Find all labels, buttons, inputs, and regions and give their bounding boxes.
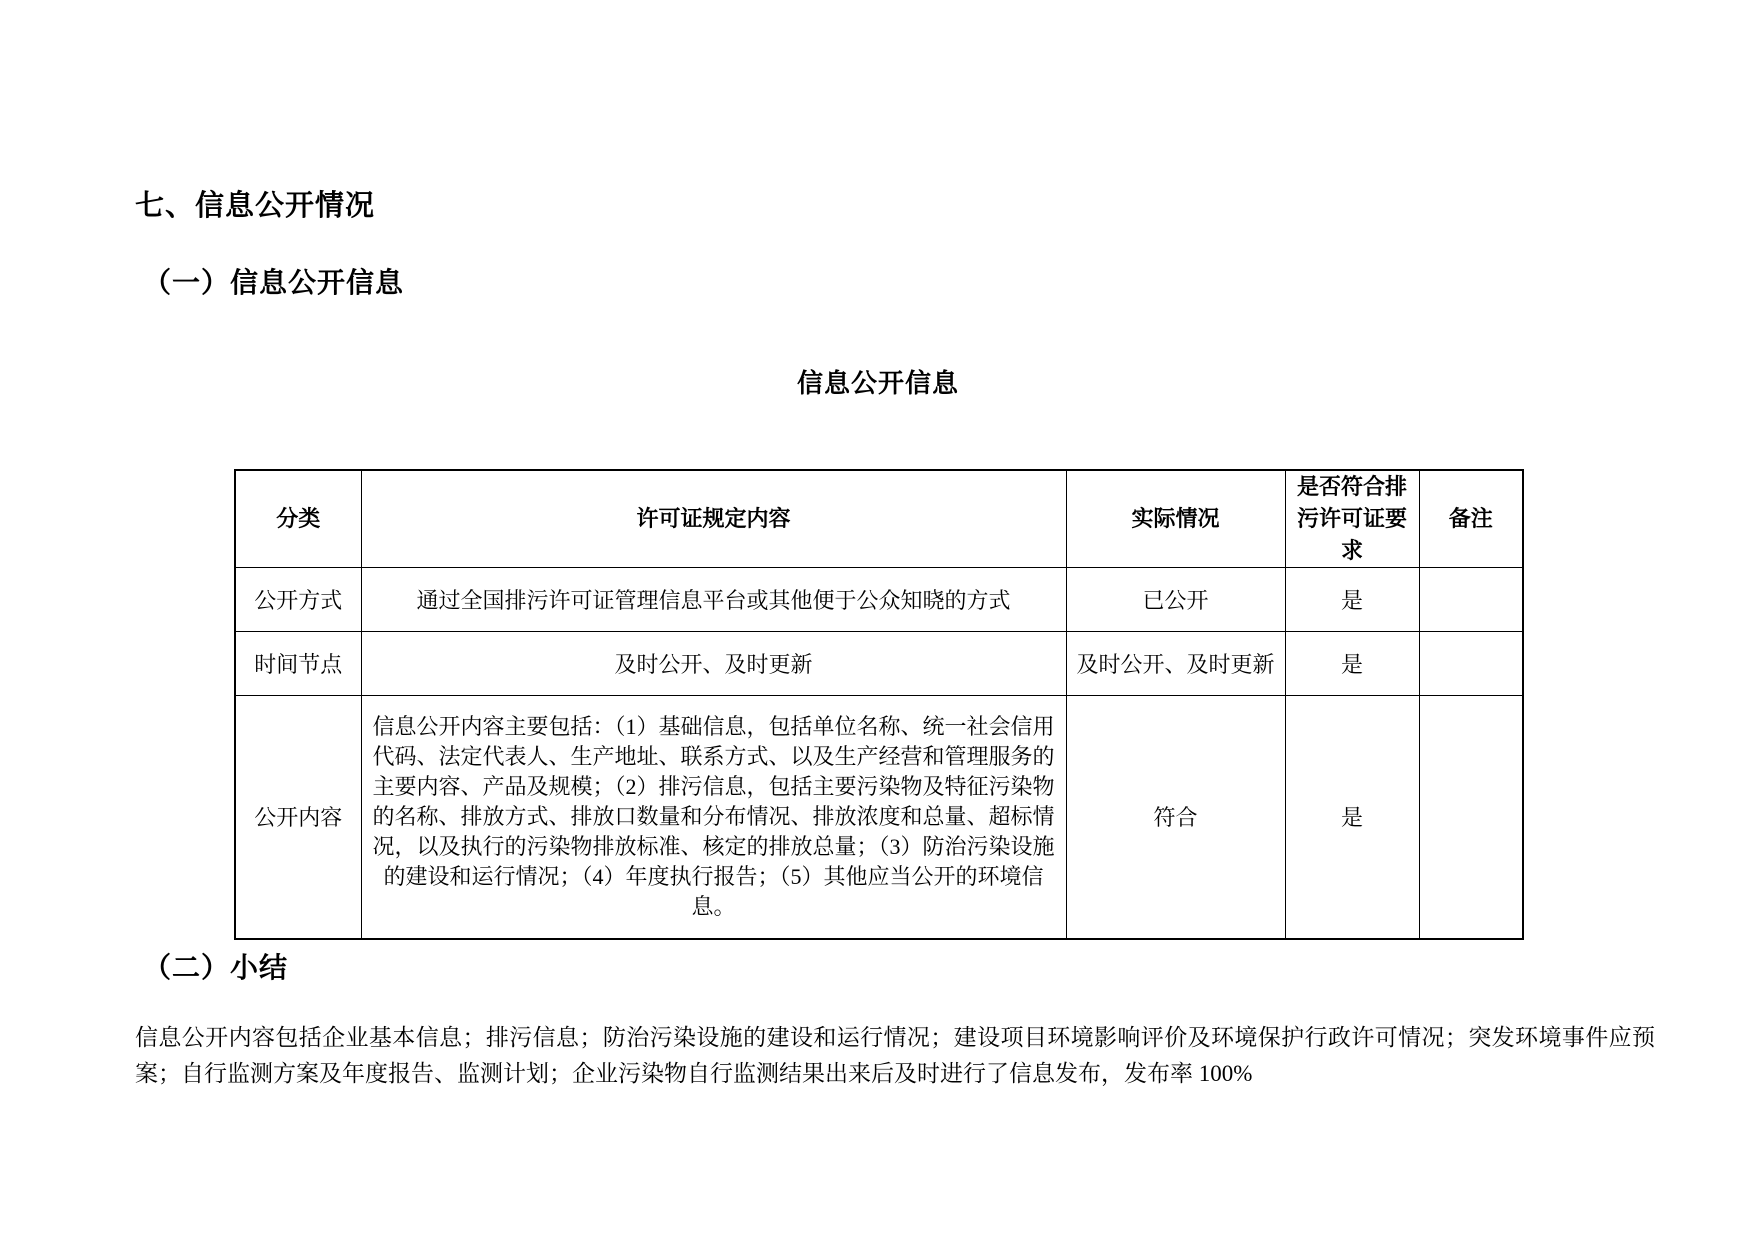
section-heading: 七、信息公开情况 (135, 190, 376, 222)
cell-remark (1419, 695, 1523, 939)
header-actual-situation: 实际情况 (1066, 470, 1285, 567)
subsection-heading-summary: （二）小结 (143, 952, 289, 983)
header-category: 分类 (235, 470, 361, 567)
cell-required: 及时公开、及时更新 (361, 631, 1066, 695)
cell-compliant: 是 (1285, 631, 1419, 695)
cell-actual: 符合 (1066, 695, 1285, 939)
summary-paragraph: 信息公开内容包括企业基本信息；排污信息；防治污染设施的建设和运行情况；建设项目环境影响评价及环境保护行政许可情况；突发环境事件应预案；自行监测方案及年度报告、监测计划；企业污染物自行监测结果出来后及时进行了信息发布，发布率 100% (135, 1025, 1655, 1086)
table-row (235, 695, 1523, 939)
cell-required: 通过全国排污许可证管理信息平台或其他便于公众知晓的方式 (361, 567, 1066, 631)
table-header-row (235, 470, 1523, 567)
cell-category: 公开内容 (235, 695, 361, 939)
table-row (235, 567, 1523, 631)
cell-category: 时间节点 (235, 631, 361, 695)
table-row (235, 631, 1523, 695)
cell-actual: 已公开 (1066, 567, 1285, 631)
subsection-heading-info-disclosure: （一）信息公开信息 (143, 267, 405, 298)
cell-compliant: 是 (1285, 567, 1419, 631)
header-permit-required-content: 许可证规定内容 (361, 470, 1066, 567)
header-compliance: 是否符合排污许可证要求 (1285, 470, 1419, 567)
cell-compliant: 是 (1285, 695, 1419, 939)
info-disclosure-table (234, 469, 1524, 940)
cell-required: 信息公开内容主要包括：（1）基础信息，包括单位名称、统一社会信用代码、法定代表人、生产地址、联系方式、以及生产经营和管理服务的主要内容、产品及规模；（2）排污信息，包括主要污染物及特征污染物的名称、排放方式、排放口数量和分布情况、排放浓度和总量、超标情况，以及执行的污染物排放标准、核定的排放总量；（3）防治污染设施的建设和运行情况；（4）年度执行报告；（5）其他应当公开的环境信息。 (361, 695, 1066, 939)
header-remark: 备注 (1419, 470, 1523, 567)
table-title: 信息公开信息 (796, 368, 959, 398)
cell-category: 公开方式 (235, 567, 361, 631)
cell-remark (1419, 567, 1523, 631)
cell-remark (1419, 631, 1523, 695)
cell-actual: 及时公开、及时更新 (1066, 631, 1285, 695)
